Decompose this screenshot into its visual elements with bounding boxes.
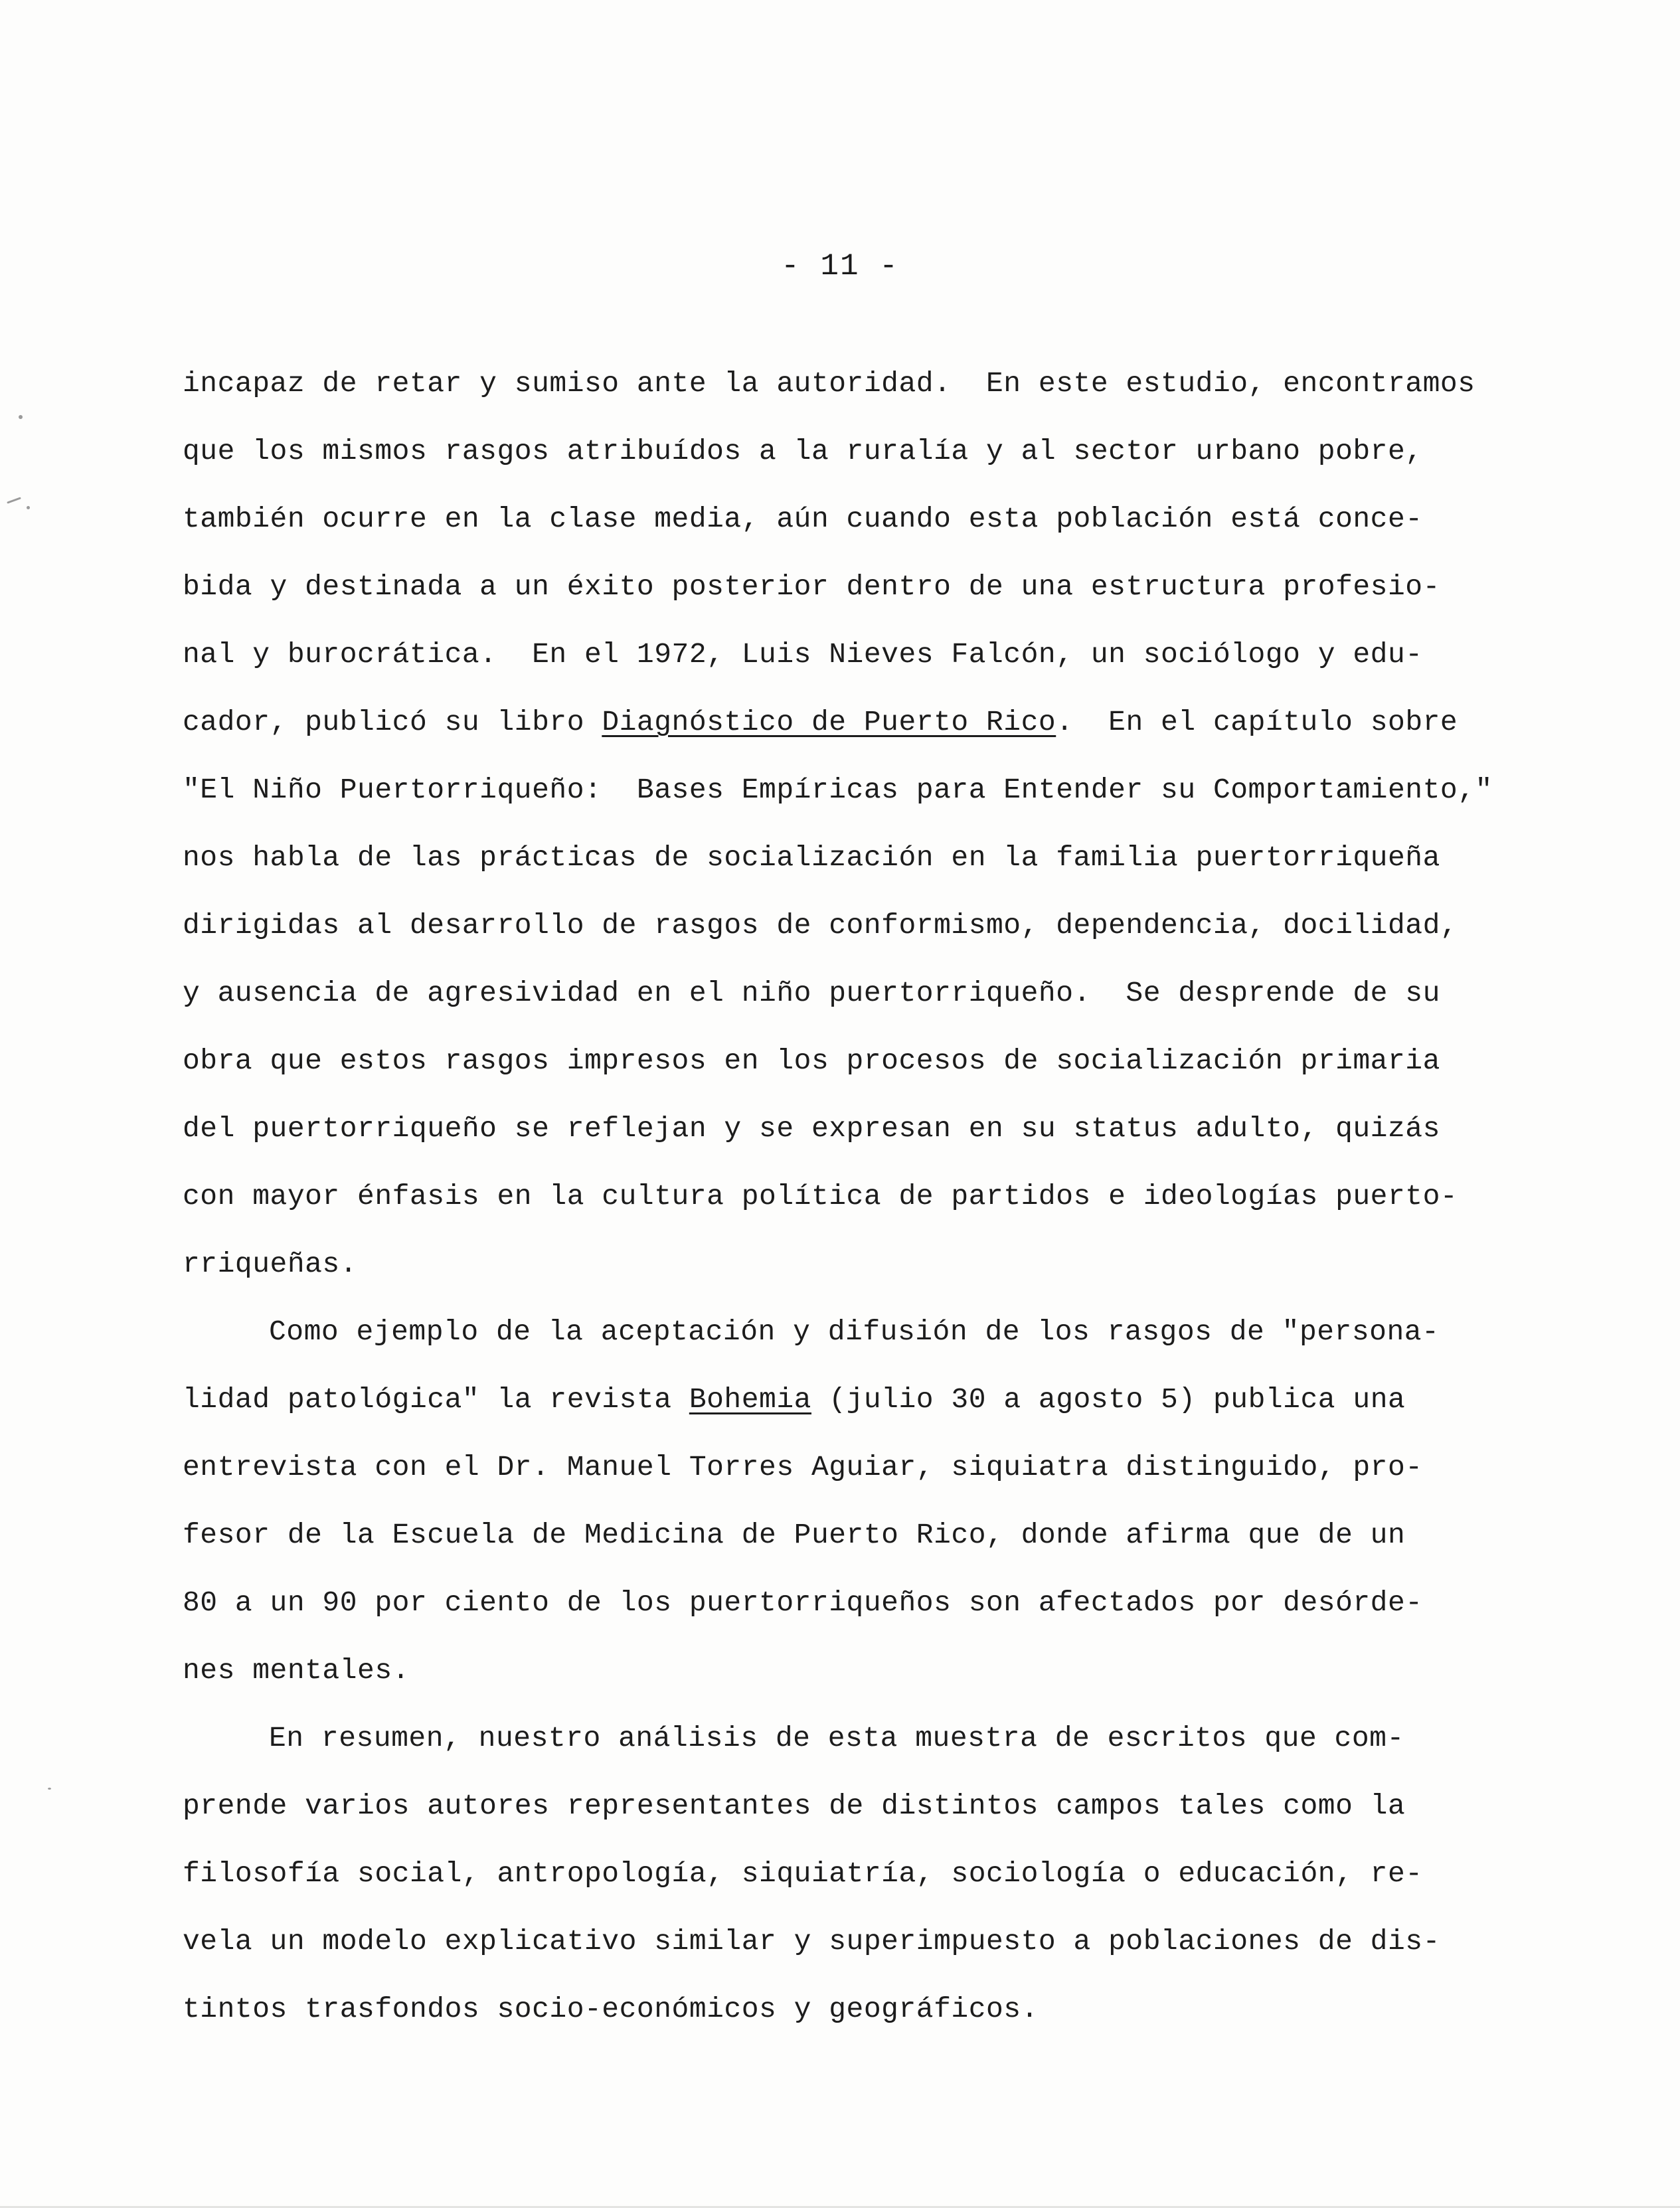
text-line: nes mentales. [183, 1654, 410, 1687]
text-line: incapaz de retar y sumiso ante la autoridad. En este estudio, encontramos [183, 367, 1475, 400]
text-line: prende varios autores representantes de distintos campos tales como la [183, 1790, 1406, 1822]
scan-speck [48, 1788, 51, 1790]
text-line: tintos trasfondos socio-económicos y geográficos. [183, 1993, 1039, 2025]
text-line: Como ejemplo de la aceptación y difusión de los rasgos de "persona- [269, 1316, 1440, 1348]
text-line: 80 a un 90 por ciento de los puertorriqueños son afectados por desórde- [183, 1586, 1423, 1619]
text-line: nal y burocrática. En el 1972, Luis Nieves Falcón, un sociólogo y edu- [183, 638, 1423, 671]
text-line [183, 1366, 1511, 1434]
text-line: filosofía social, antropología, siquiatría, sociología o educación, re- [183, 1857, 1423, 1890]
text-segment: . En el capítulo sobre [1056, 706, 1458, 738]
text-line: "El Niño Puertorriqueño: Bases Empíricas para Entender su Comportamiento," [183, 774, 1493, 806]
body-text [183, 350, 1511, 2043]
text-line: entrevista con el Dr. Manuel Torres Aguiar, siquiatra distinguido, pro- [183, 1451, 1423, 1484]
paragraph [183, 350, 1511, 1298]
scan-speck [19, 415, 23, 419]
text-line: En resumen, nuestro análisis de esta muestra de escritos que com- [269, 1722, 1404, 1754]
text-segment: lidad patológica" la revista [183, 1383, 689, 1416]
text-line: obra que estos rasgos impresos en los procesos de socialización primaria [183, 1045, 1440, 1077]
paragraph [183, 1298, 1511, 1705]
text-line: también ocurre en la clase media, aún cuando esta población está conce- [183, 503, 1423, 535]
text-line: con mayor énfasis en la cultura política de partidos e ideologías puerto- [183, 1180, 1458, 1213]
text-line [183, 689, 1511, 756]
scan-speck [27, 506, 30, 509]
text-line: bida y destinada a un éxito posterior dentro de una estructura profesio- [183, 570, 1440, 603]
text-line: que los mismos rasgos atribuídos a la ruralía y al sector urbano pobre, [183, 435, 1423, 467]
text-line: dirigidas al desarrollo de rasgos de conformismo, dependencia, docilidad, [183, 909, 1458, 942]
underlined-title: Bohemia [689, 1383, 811, 1416]
text-segment: (julio 30 a agosto 5) publica una [811, 1383, 1406, 1416]
text-line: rriqueñas. [183, 1248, 358, 1280]
underlined-title: Diagnóstico de Puerto Rico [602, 706, 1056, 738]
text-line: y ausencia de agresividad en el niño puertorriqueño. Se desprende de su [183, 977, 1440, 1009]
text-segment: cador, publicó su libro [183, 706, 602, 738]
text-line: fesor de la Escuela de Medicina de Puerto Rico, donde afirma que de un [183, 1519, 1406, 1551]
scan-speck [7, 497, 21, 503]
paragraph [183, 1705, 1511, 2043]
page-number: - 11 - [781, 249, 899, 284]
text-line: nos habla de las prácticas de socialización en la familia puertorriqueña [183, 841, 1440, 874]
text-line: vela un modelo explicativo similar y superimpuesto a poblaciones de dis- [183, 1925, 1440, 1958]
text-line: del puertorriqueño se reflejan y se expresan en su status adulto, quizás [183, 1112, 1440, 1145]
